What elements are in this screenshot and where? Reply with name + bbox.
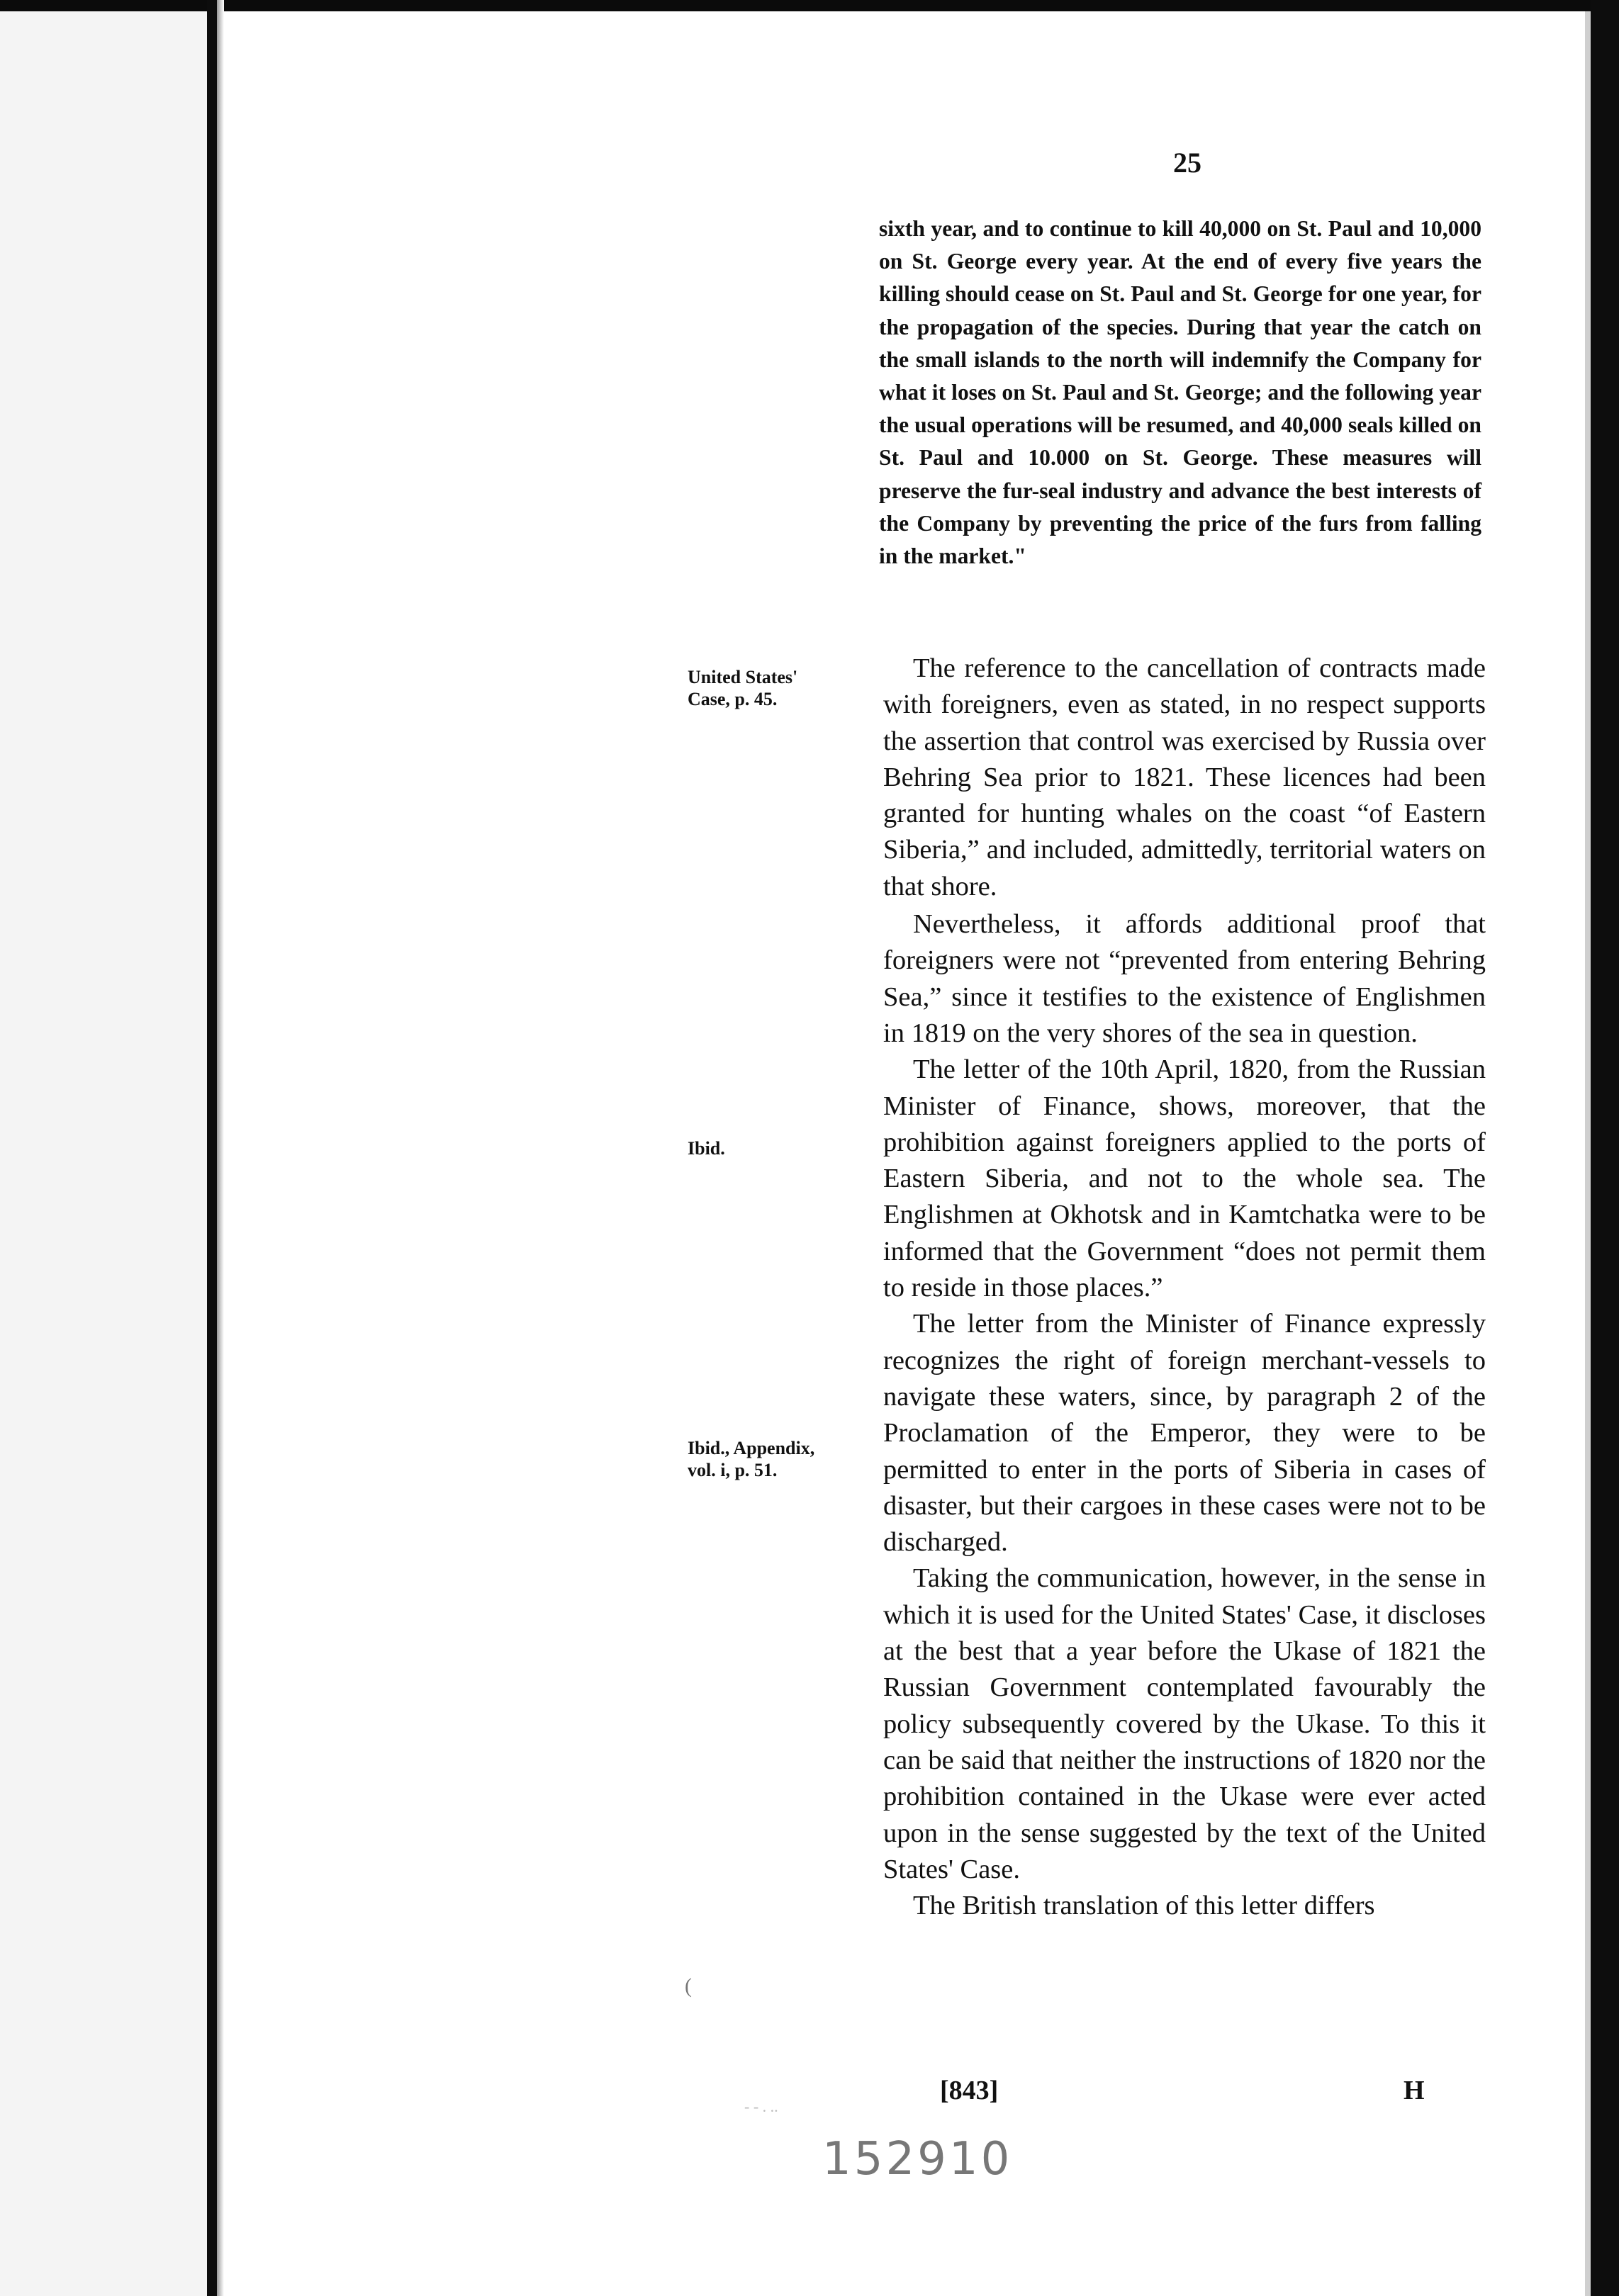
margin-note-line: vol. i, p. 51. <box>688 1460 778 1480</box>
margin-note-appendix <box>688 1437 851 1481</box>
margin-note-line: Ibid. <box>688 1138 725 1159</box>
margin-mark: ( <box>685 1974 692 1998</box>
margin-note-line: United States' <box>688 667 798 687</box>
faint-mark: - - . .. <box>744 2098 778 2115</box>
book-spine <box>207 0 217 2296</box>
margin-note-us-case <box>688 666 851 710</box>
paragraph: The letter of the 10th April, 1820, from the Russian Minister of Finance, shows, moreover, that the prohibition against foreigners applied to the ports of Eastern Siberia, and not to the whole sea. The Englishmen at Okhotsk and in Kamtchatka were to be informed that the Government “does not permit them to reside in those places.” <box>883 1054 1486 1303</box>
page-edge-shadow <box>1585 11 1591 2296</box>
signature-letter: H <box>1404 2076 1425 2105</box>
spine-shadow <box>217 0 224 2296</box>
paragraph: Taking the communication, however, in the sense in which it is used for the United States' Case, it discloses at the best that a year before the Ukase of 1821 the Russian Government contemplated favourably the policy subsequently covered by the Ukase. To this it can be said that neither the instructions of 1820 nor the prohibition contained in the Ukase were ever acted upon in the sense suggested by the text of the United States' Case. <box>883 1563 1486 1884</box>
margin-note-line: Case, p. 45. <box>688 689 778 709</box>
main-text <box>883 651 1486 1924</box>
quoted-passage: sixth year, and to continue to kill 40,000 on St. Paul and 10,000 on St. George every year. At the end of every five years the killing should cease on St. Paul and St. George for one year, for the propagation of the species. During that year the catch on the small islands to the north will indemnify the Company for what it loses on St. Paul and St. George; and the following year the usual operations will be resumed, and 40,000 seals killed on St. Paul and 10.000 on St. George. These measures will preserve the fur-seal industry and advance the best interests of the Company by preventing the price of the furs from falling in the market." <box>879 216 1481 569</box>
page-number: 25 <box>1173 147 1201 179</box>
paragraph: The British translation of this letter differs <box>913 1891 1375 1921</box>
margin-note-ibid <box>688 1137 851 1159</box>
stamp-number: 152910 <box>822 2133 1013 2185</box>
scan-right-edge <box>1591 0 1619 2296</box>
signature-mark: [843] <box>940 2076 999 2105</box>
paragraph: The letter from the Minister of Finance expressly recognizes the right of foreign merchant-vessels to navigate these waters, since, by paragraph 2 of the Proclamation of the Emperor, they were to be permitted to enter in the ports of Siberia in cases of disaster, but their cargoes in these cases were not to be discharged. <box>883 1309 1486 1558</box>
facing-page-blank <box>0 11 207 2296</box>
margin-note-line: Ibid., Appendix, <box>688 1438 815 1458</box>
paragraph: Nevertheless, it affords additional proof that foreigners were not “prevented from entering Behring Sea,” since it testifies to the existence of Englishmen in 1819 on the very shores of the sea in question. <box>883 909 1486 1048</box>
scan-top-edge <box>0 0 1619 11</box>
paragraph: The reference to the cancellation of contracts made with foreigners, even as stated, in no respect supports the assertion that control was exercised by Russia over Behring Sea prior to 1821. These licences had been granted for hunting whales on the coast “of Eastern Siberia,” and included, admittedly, territorial waters on that shore. <box>883 653 1486 901</box>
